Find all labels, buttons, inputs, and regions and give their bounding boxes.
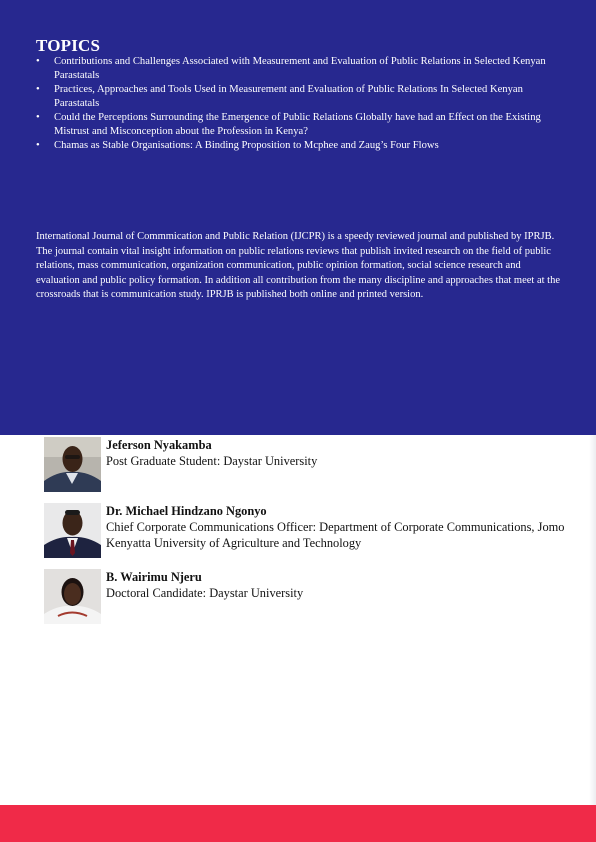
author-details — [106, 437, 566, 469]
bullet-icon: • — [36, 56, 40, 67]
portrait-image — [44, 569, 101, 624]
topic-text: Contributions and Challenges Associated with Measurement and Evaluation of Public Relations in Selected Kenyan Parastatals — [54, 56, 546, 81]
topic-text: Could the Perceptions Surrounding the Emergence of Public Relations Globally have had an Effect on the Existing Mistrust and Misconception about the Profession in Kenya? — [54, 112, 541, 137]
portrait-image — [44, 437, 101, 492]
journal-description: International Journal of Commmication and Public Relation (IJCPR) is a speedy reviewed journal and published by IPRJB. The journal contain vital insight information on public relations reviews that publish invited research on the field of public relations, mass communication, organization communication, public opinion formation, social science research and evaluation and public policy formation. In addition all contribution from the many discipline and approaches that meet at the crossroads that is communication study. IPRJB is published both online and printed version. — [36, 231, 560, 301]
topic-item — [36, 55, 556, 83]
topic-item — [36, 83, 556, 111]
footer-band — [0, 805, 596, 842]
author-entry — [44, 503, 564, 559]
portrait-image — [44, 503, 101, 558]
author-photo — [44, 503, 101, 558]
author-photo — [44, 437, 101, 492]
topic-text: Chamas as Stable Organisations: A Binding Proposition to Mcphee and Zaug’s Four Flows — [54, 140, 439, 151]
author-name: B. Wairimu Njeru — [106, 570, 202, 584]
bullet-icon: • — [36, 112, 40, 123]
topic-item — [36, 111, 556, 139]
topics-heading: TOPICS — [36, 36, 101, 55]
author-name: Dr. Michael Hindzano Ngonyo — [106, 504, 267, 518]
topic-text: Practices, Approaches and Tools Used in Measurement and Evaluation of Public Relations In Selected Kenyan Parastatals — [54, 84, 523, 109]
bullet-icon: • — [36, 140, 40, 151]
author-details — [106, 569, 566, 601]
author-photo — [44, 569, 101, 624]
page-edge-shadow — [589, 435, 596, 805]
topics-list — [36, 55, 556, 153]
author-details — [106, 503, 566, 552]
author-entry — [44, 437, 564, 493]
bullet-icon: • — [36, 84, 40, 95]
author-name: Jeferson Nyakamba — [106, 438, 212, 452]
author-entry — [44, 569, 564, 625]
author-role: Chief Corporate Communications Officer: Department of Corporate Communications, Jomo Kenyatta University of Agriculture and Technology — [106, 520, 565, 551]
topic-item — [36, 139, 556, 153]
author-role: Post Graduate Student: Daystar University — [106, 454, 318, 469]
author-role: Doctoral Candidate: Daystar University — [106, 586, 304, 601]
